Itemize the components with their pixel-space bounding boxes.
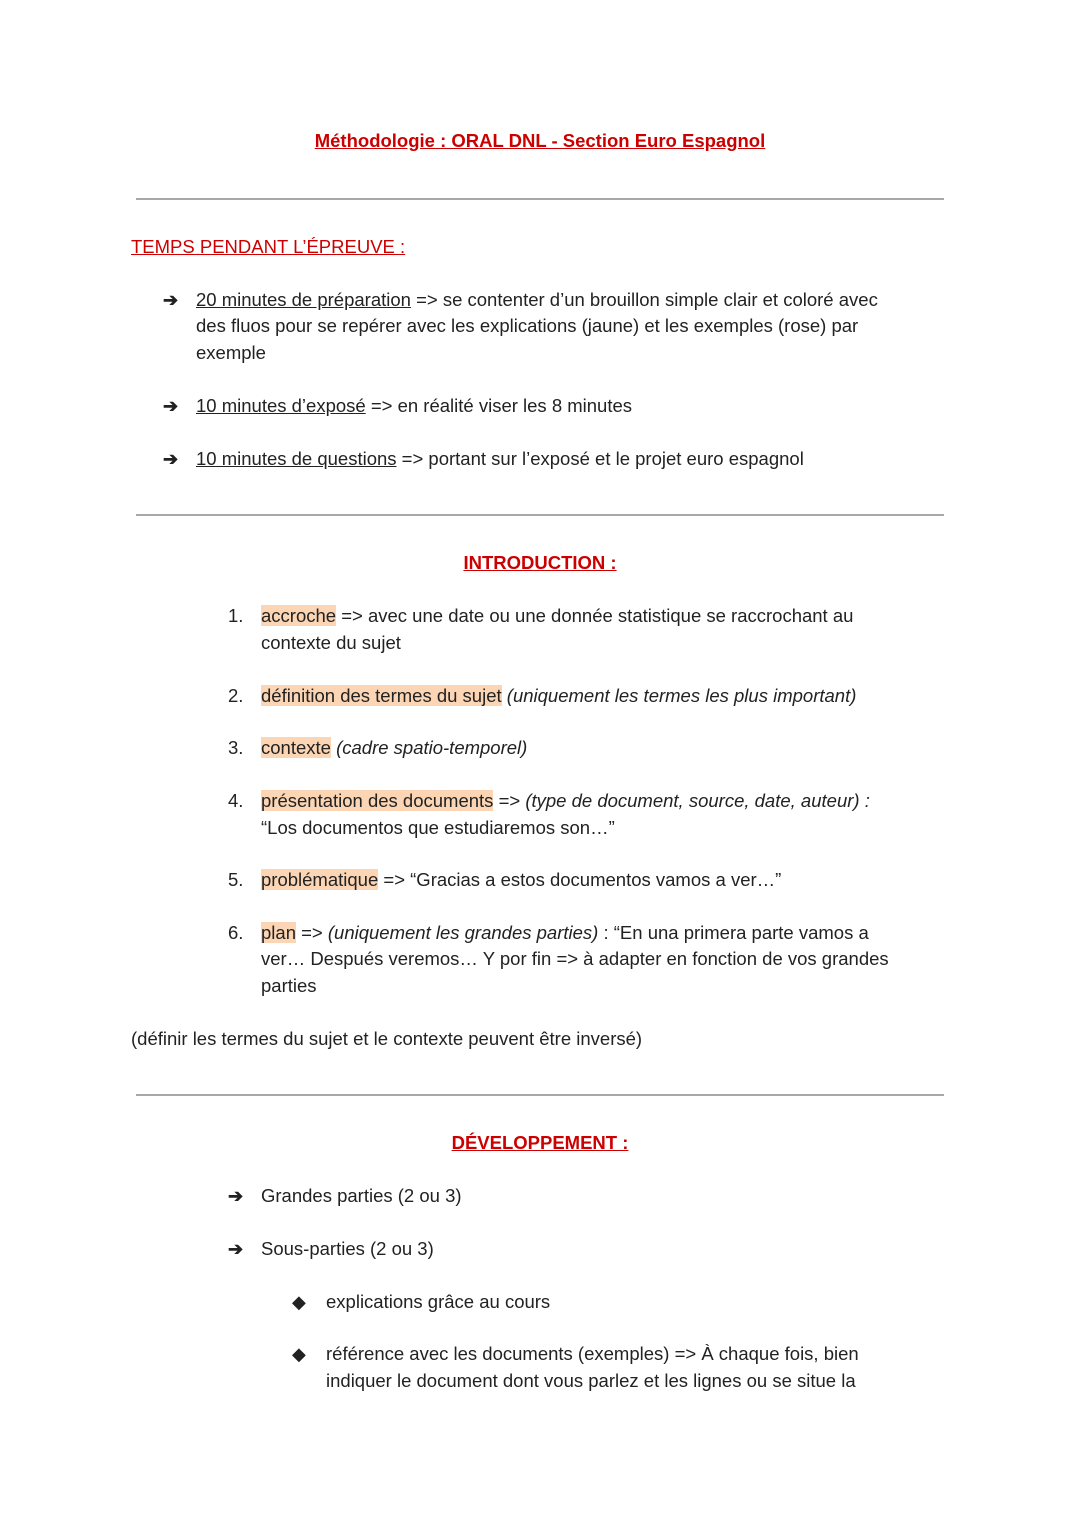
arrow-right-icon: ➔ [163,449,179,469]
intro-item-2 [228,683,857,710]
dev-bullet-item-1 [292,1289,551,1316]
section-heading-introduction: INTRODUCTION : [463,552,617,573]
intro-note: (définir les termes du sujet et le contexte peuvent être inversé) [131,1028,643,1049]
intro-text: => [295,922,328,943]
intro-text: => [493,790,526,811]
highlight-term: présentation des documents [261,790,494,811]
divider [136,1094,944,1096]
intro-item-4-line2: “Los documentos que estudiaremos son…” [261,817,615,838]
diamond-bullet-icon: ◆ [292,1344,306,1364]
temps-item-1-line3: exemple [196,342,266,363]
intro-italic: (cadre spatio-temporel) [330,737,528,758]
temps-key: 10 minutes d’exposé [196,395,366,416]
intro-item-5 [228,867,782,894]
temps-item-1-line2: des fluos pour se repérer avec les explications (jaune) et les exemples (rose) par [196,315,859,336]
diamond-bullet-icon: ◆ [292,1292,306,1312]
highlight-term: accroche [261,605,337,626]
highlight-term: définition des termes du sujet [261,685,502,706]
intro-item-1-line2: contexte du sujet [261,632,401,653]
list-number: 3. [228,737,244,758]
intro-italic: (type de document, source, date, auteur) : [525,790,870,811]
arrow-right-icon: ➔ [228,1239,244,1259]
dev-bullet-text: référence avec les documents (exemples) => À chaque fois, bien [326,1343,859,1364]
divider [136,514,944,516]
intro-item-6-line3: parties [261,975,317,996]
list-number: 4. [228,790,244,811]
temps-key: 10 minutes de questions [196,448,397,469]
intro-text: : “En una primera parte vamos a [598,922,869,943]
highlight-term: contexte [261,737,331,758]
arrow-right-icon: ➔ [228,1186,244,1206]
list-number: 2. [228,685,244,706]
temps-text: => se contenter d’un brouillon simple clair et coloré avec [410,289,878,310]
arrow-right-icon: ➔ [163,290,179,310]
intro-italic: (uniquement les grandes parties) [327,922,599,943]
intro-item-6-line2: ver… Después veremos… Y por fin => à adapter en fonction de vos grandes [261,948,889,969]
arrow-right-icon: ➔ [163,396,179,416]
intro-item-4 [228,788,870,815]
temps-item-2 [163,393,633,420]
dev-bullet-item-2-line2: indiquer le document dont vous parlez et les lignes ou se situe la [326,1370,856,1391]
list-number: 1. [228,605,244,626]
section-heading-temps: TEMPS PENDANT L’ÉPREUVE : [131,236,406,257]
intro-text: => avec une date ou une donnée statistique se raccrochant au [336,605,854,626]
temps-text: => portant sur l’exposé et le projet euro espagnol [396,448,804,469]
section-heading-developpement: DÉVELOPPEMENT : [451,1132,629,1153]
intro-item-6 [228,920,869,947]
intro-item-3 [228,735,528,762]
intro-text: => “Gracias a estos documentos vamos a ver…” [378,869,782,890]
temps-item-3 [163,446,804,473]
temps-item-1 [163,287,878,314]
highlight-term: problématique [261,869,379,890]
list-number: 5. [228,869,244,890]
dev-bullet-item-2 [292,1341,859,1368]
dev-arrow-text: Grandes parties (2 ou 3) [261,1185,462,1206]
page-title: Méthodologie : ORAL DNL - Section Euro Espagnol [314,130,766,151]
dev-arrow-text: Sous-parties (2 ou 3) [261,1238,434,1259]
temps-text: => en réalité viser les 8 minutes [365,395,633,416]
dev-arrow-item-1 [228,1183,462,1210]
intro-italic: (uniquement les termes les plus important) [501,685,857,706]
temps-key: 20 minutes de préparation [196,289,411,310]
highlight-term: plan [261,922,296,943]
dev-arrow-item-2 [228,1236,434,1263]
dev-bullet-text: explications grâce au cours [326,1291,551,1312]
divider [136,198,944,200]
list-number: 6. [228,922,244,943]
intro-item-1 [228,603,854,630]
